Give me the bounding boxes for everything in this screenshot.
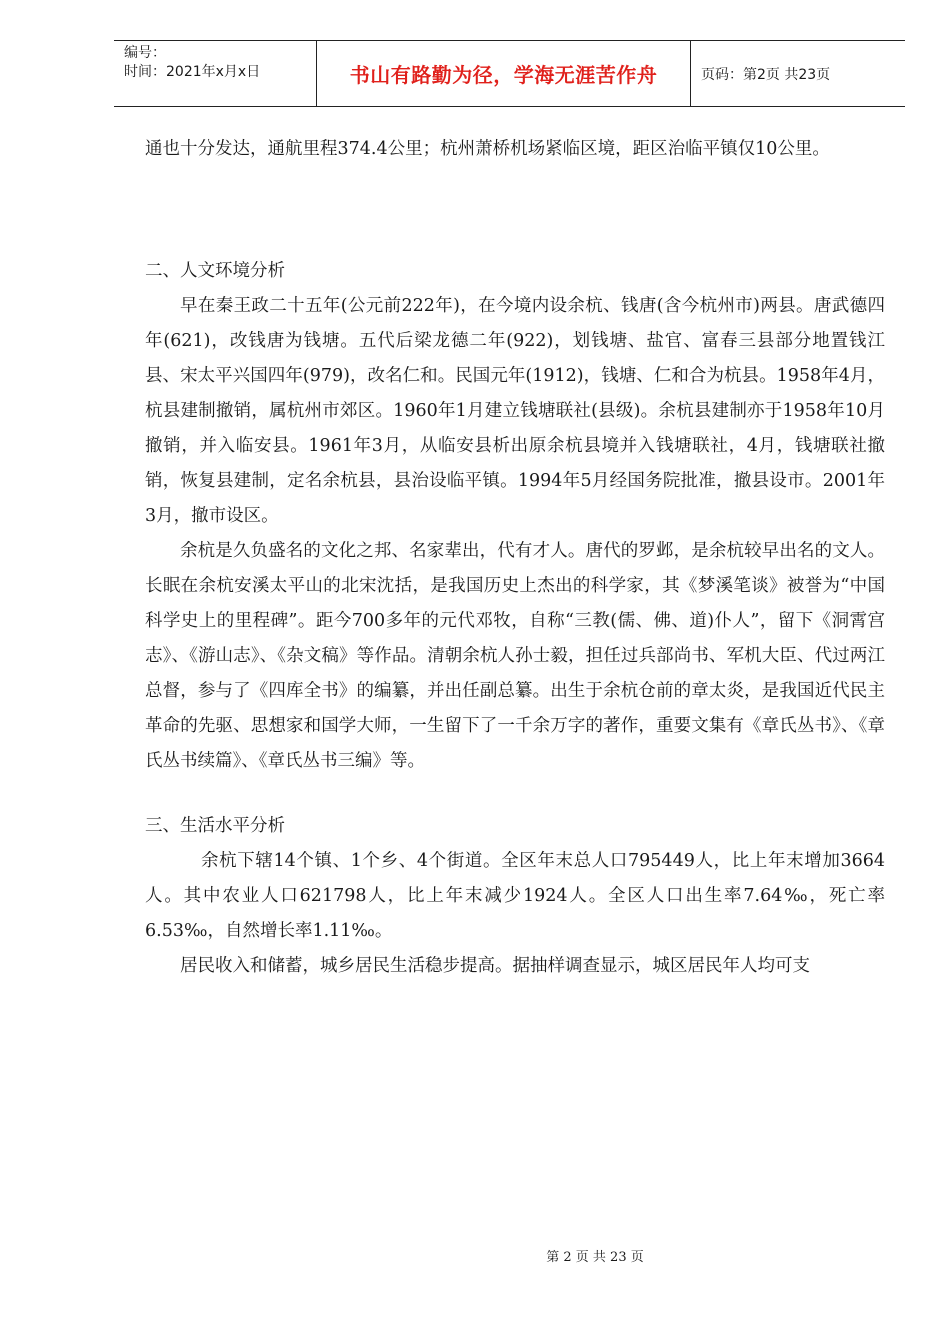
page-header	[114, 40, 905, 107]
paragraph-history: 早在秦王政二十五年(公元前222年)，在今境内设余杭、钱唐(含今杭州市)两县。唐武德四年(621)，改钱唐为钱塘。五代后梁龙德二年(922)，划钱塘、盐官、富春三县部分地置钱江县、宋太平兴国四年(979)，改名仁和。民国元年(1912)，钱塘、仁和合为杭县。1958年4月，杭县建制撤销，属杭州市郊区。1960年1月建立钱塘联社(县级)。余杭县建制亦于1958年10月撤销，并入临安县。1961年3月，从临安县析出原余杭县境并入钱塘联社，4月，钱塘联社撤销，恢复县建制，定名余杭县，县治设临平镇。1994年5月经国务院批准，撤县设市。2001年3月，撤市设区。	[145, 296, 885, 526]
document-body	[145, 132, 885, 984]
header-motto: 书山有路勤为径，学海无涯苦作舟	[317, 41, 691, 106]
paragraph-income: 居民收入和储蓄，城乡居民生活稳步提高。据抽样调查显示，城区居民年人均可支	[180, 956, 810, 976]
section-spacer	[145, 167, 885, 254]
section-heading-living: 三、生活水平分析	[145, 816, 285, 836]
section-heading-culture: 二、人文环境分析	[145, 261, 285, 281]
paragraph-intro: 通也十分发达，通航里程374.4公里；杭州萧桥机场紧临区境，距区治临平镇仅10公里。	[145, 139, 830, 159]
page-footer: 第 2 页 共 23 页	[546, 1250, 644, 1265]
header-meta-cell	[114, 41, 317, 106]
date-label: 时间：2021年x月x日	[124, 64, 261, 80]
paragraph-culture: 余杭是久负盛名的文化之邦、名家辈出，代有才人。唐代的罗邺，是余杭较早出名的文人。长眠在余杭安溪太平山的北宋沈括，是我国历史上杰出的科学家，其《梦溪笔谈》被誉为“中国科学史上的里程碑”。距今700多年的元代邓牧，自称“三教(儒、佛、道)仆人”，留下《洞霄宫志》、《游山志》、《杂文稿》等作品。清朝余杭人孙士毅，担任过兵部尚书、军机大臣、代过两江总督，参与了《四库全书》的编纂，并出任副总纂。出生于余杭仓前的章太炎，是我国近代民主革命的先驱、思想家和国学大师，一生留下了一千余万字的著作，重要文集有《章氏丛书》、《章氏丛书续篇》、《章氏丛书三编》等。	[145, 541, 885, 771]
header-page-info: 页码：第2页 共23页	[701, 66, 831, 83]
section-spacer	[145, 779, 885, 809]
serial-label: 编号：	[124, 45, 166, 61]
paragraph-population: 余杭下辖14个镇、1个乡、4个街道。全区年末总人口795449人，比上年末增加3664人。其中农业人口621798人，比上年末减少1924人。全区人口出生率7.64‰，死亡率6.53‰，自然增长率1.11‰。	[145, 851, 885, 941]
